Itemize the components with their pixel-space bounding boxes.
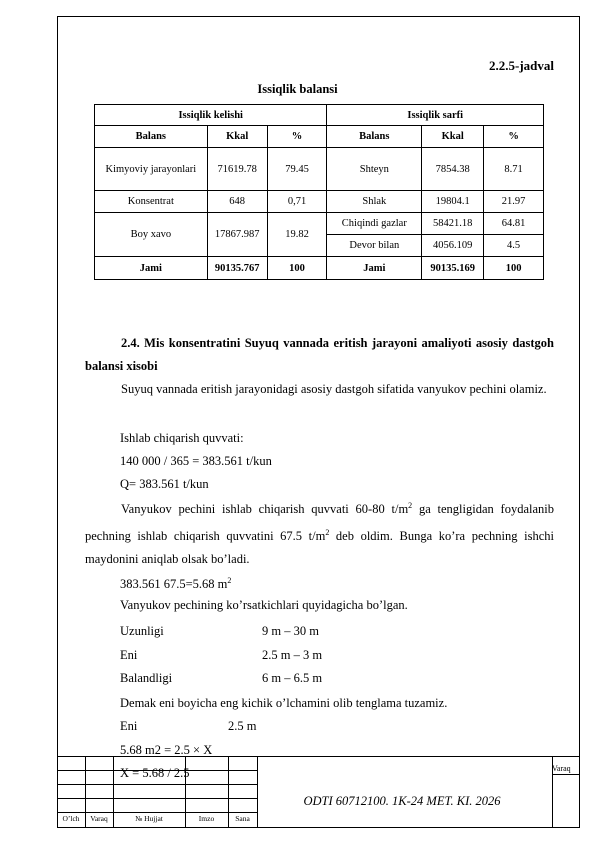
table-cell: Shteyn (327, 148, 422, 191)
area-calc: 383.561 67.5=5.68 $m^2$ (120, 576, 232, 592)
dim-width-value: 2.5 m – 3 m (262, 648, 323, 662)
paragraph-intro: Suyuq vannada eritish jarayonidagi asosiy dastgoh sifatida vanyukov pechini olamiz. (121, 382, 547, 396)
col-header: Kkal (422, 126, 484, 148)
table-title: Issiqlik balansi (257, 82, 338, 96)
dim-length-value: 9 m – 30 m (262, 624, 319, 638)
table-cell: 100 (267, 257, 327, 280)
col-header: Balans (327, 126, 422, 148)
sheet-label: Varaq (552, 764, 571, 773)
table-number: 2.2.5-jadval (489, 58, 554, 73)
table-cell: 79.45 (267, 148, 327, 191)
table-cell: Devor bilan (327, 235, 422, 257)
stamp-line (57, 784, 257, 785)
col-header: % (267, 126, 327, 148)
capacity-calc: 140 000 / 365 = 383.561 t/kun (120, 454, 272, 468)
table-cell: 648 (207, 191, 267, 213)
table-cell: 7854.38 (422, 148, 484, 191)
stamp-label: Imzo (198, 814, 215, 823)
stamp-line (57, 770, 257, 771)
stamp-line (57, 798, 257, 799)
stamp-label: Sana (235, 814, 250, 823)
table-cell: Boy xavo (95, 213, 208, 257)
equation-solution: X = 5.68 / 2.5 (120, 766, 190, 780)
table-row (95, 191, 544, 213)
table-cell: 19804.1 (422, 191, 484, 213)
dim-width-label: Eni (120, 648, 138, 662)
table-group-header-row (95, 105, 544, 126)
table-cell: 71619.78 (207, 148, 267, 191)
stamp-line (57, 756, 580, 757)
table-cell: 90135.767 (207, 257, 267, 280)
dims-intro: Vanyukov pechining ko’rsatkichlari quyidagicha bo’lgan. (120, 598, 408, 612)
table-row (95, 213, 544, 235)
stamp-line (257, 756, 258, 828)
stamp-label: № Hujjat (135, 814, 163, 823)
table-cell: 100 (484, 257, 544, 280)
table-cell: 0,71 (267, 191, 327, 213)
table-cell: Shlak (327, 191, 422, 213)
stamp-label: Varaq (90, 814, 108, 823)
col-header: Balans (95, 126, 208, 148)
stamp-line (552, 774, 580, 775)
col-header: % (484, 126, 544, 148)
table-cell: 58421.18 (422, 213, 484, 235)
table-row (95, 148, 544, 191)
group-header-income: Issiqlik kelishi (95, 105, 327, 126)
table-cell: Kimyoviy jarayonlari (95, 148, 208, 191)
stamp-line (57, 812, 257, 813)
table-cell: Jami (95, 257, 208, 280)
heat-balance-table (94, 104, 544, 280)
table-cell: 64.81 (484, 213, 544, 235)
dim-length-label: Uzunligi (120, 624, 164, 638)
table-cell: 19.82 (267, 213, 327, 257)
group-header-expense: Issiqlik sarfi (327, 105, 544, 126)
table-cell: Konsentrat (95, 191, 208, 213)
conclusion-text: Demak eni boyicha eng kichik o’lchamini olib tenglama tuzamiz. (120, 696, 448, 710)
table-cell: 4056.109 (422, 235, 484, 257)
paragraph-area: Vanyukov pechini ishlab chiqarish quvvati 60-80 $t/m^2$ ga tengligidan foydalanib pechning ishlab chiqarish quvvatini 67.5 $t/m^2$ deb oldim. Bunga ko’ra pechning ishchi maydonini aniqlab olsak bo’ladi. (85, 501, 555, 567)
dim-height-value: 6 m – 6.5 m (262, 671, 323, 685)
table-column-header-row (95, 126, 544, 148)
eni-label: Eni (120, 719, 138, 733)
eni-value: 2.5 m (228, 719, 257, 733)
table-cell: Jami (327, 257, 422, 280)
stamp-label: O’lch (62, 814, 80, 823)
table-cell: 4.5 (484, 235, 544, 257)
table-cell: 8.71 (484, 148, 544, 191)
document-code: ODTI 60712100. 1K-24 MET. KI. 2026 (303, 794, 501, 808)
table-cell: 21.97 (484, 191, 544, 213)
capacity-q: Q= 383.561 t/kun (120, 477, 209, 491)
table-cell: Chiqindi gazlar (327, 213, 422, 235)
title-block-stamp (57, 756, 580, 828)
equation: 5.68 m2 = 2.5 × X (120, 743, 213, 757)
col-header: Kkal (207, 126, 267, 148)
capacity-label: Ishlab chiqarish quvvati: (120, 431, 244, 445)
dim-height-label: Balandligi (120, 671, 173, 685)
table-total-row (95, 257, 544, 280)
table-cell: 17867.987 (207, 213, 267, 257)
section-heading: 2.4. Mis konsentratini Suyuq vannada eritish jarayoni amaliyoti asosiy dastgoh balansi xisobi (85, 336, 554, 373)
table-cell: 90135.169 (422, 257, 484, 280)
